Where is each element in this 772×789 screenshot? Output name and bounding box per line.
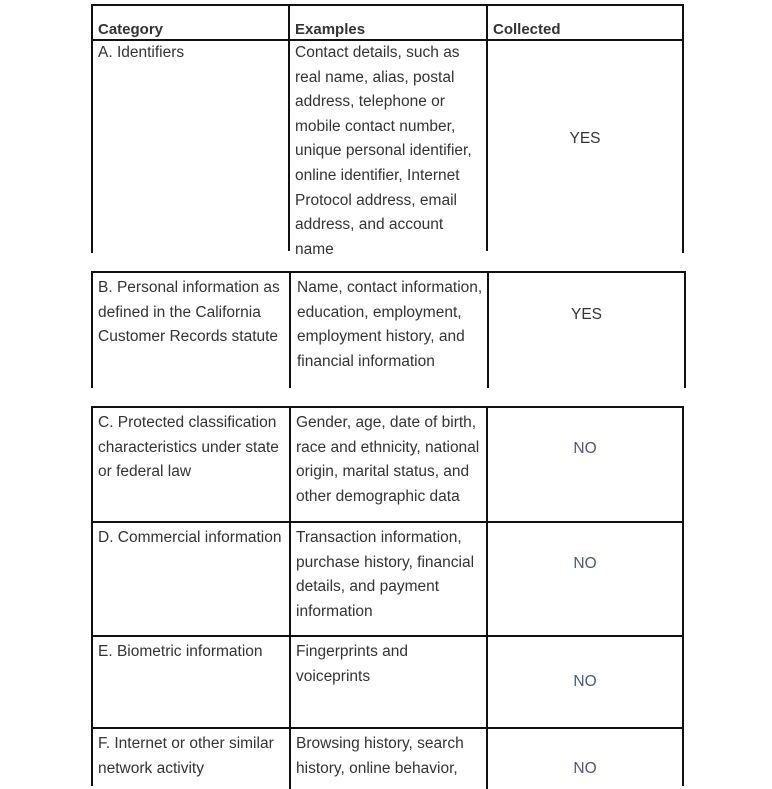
table-header-row	[93, 6, 682, 41]
collected-value: YES	[486, 41, 682, 251]
header-examples: Examples	[288, 6, 486, 39]
table-row	[93, 408, 682, 523]
category-cell: D. Commercial information	[98, 529, 282, 546]
category-cell: A. Identifiers	[98, 44, 185, 61]
collected-value: NO	[486, 408, 682, 521]
table-row	[93, 41, 682, 258]
examples-cell: Fingerprints and voiceprints	[289, 637, 486, 727]
header-collected: Collected	[486, 6, 682, 39]
table-row	[93, 729, 682, 789]
category-cell: F. Internet or other similar network activity	[98, 735, 274, 777]
table-identifiers	[91, 4, 684, 258]
category-cell: B. Personal information as defined in the California Customer Records statute	[98, 279, 280, 346]
examples-cell: Contact details, such as real name, alias, postal address, telephone or mobile contact number, unique personal identifier, online identifier, Internet Protocol address, email address, and account name	[288, 41, 486, 251]
collected-value: NO	[486, 729, 682, 789]
header-category: Category	[98, 21, 164, 38]
examples-cell: Browsing history, search history, online behavior,	[289, 729, 486, 789]
examples-cell: Gender, age, date of birth, race and ethnicity, national origin, marital status, and other demographic data	[289, 408, 486, 521]
collected-value: NO	[486, 523, 682, 635]
table-row	[93, 273, 684, 388]
table-row	[93, 523, 682, 637]
table-row	[93, 637, 682, 729]
collected-value: YES	[487, 273, 684, 388]
examples-cell: Name, contact information, education, employment, employment history, and financial information	[289, 273, 487, 388]
category-cell: C. Protected classification characteristics under state or federal law	[98, 414, 279, 481]
examples-cell: Transaction information, purchase history, financial details, and payment information	[289, 523, 486, 635]
table-personal-info	[91, 271, 686, 388]
table-other-categories	[91, 406, 684, 786]
category-cell: E. Biometric information	[98, 643, 263, 660]
collected-value: NO	[486, 637, 682, 727]
